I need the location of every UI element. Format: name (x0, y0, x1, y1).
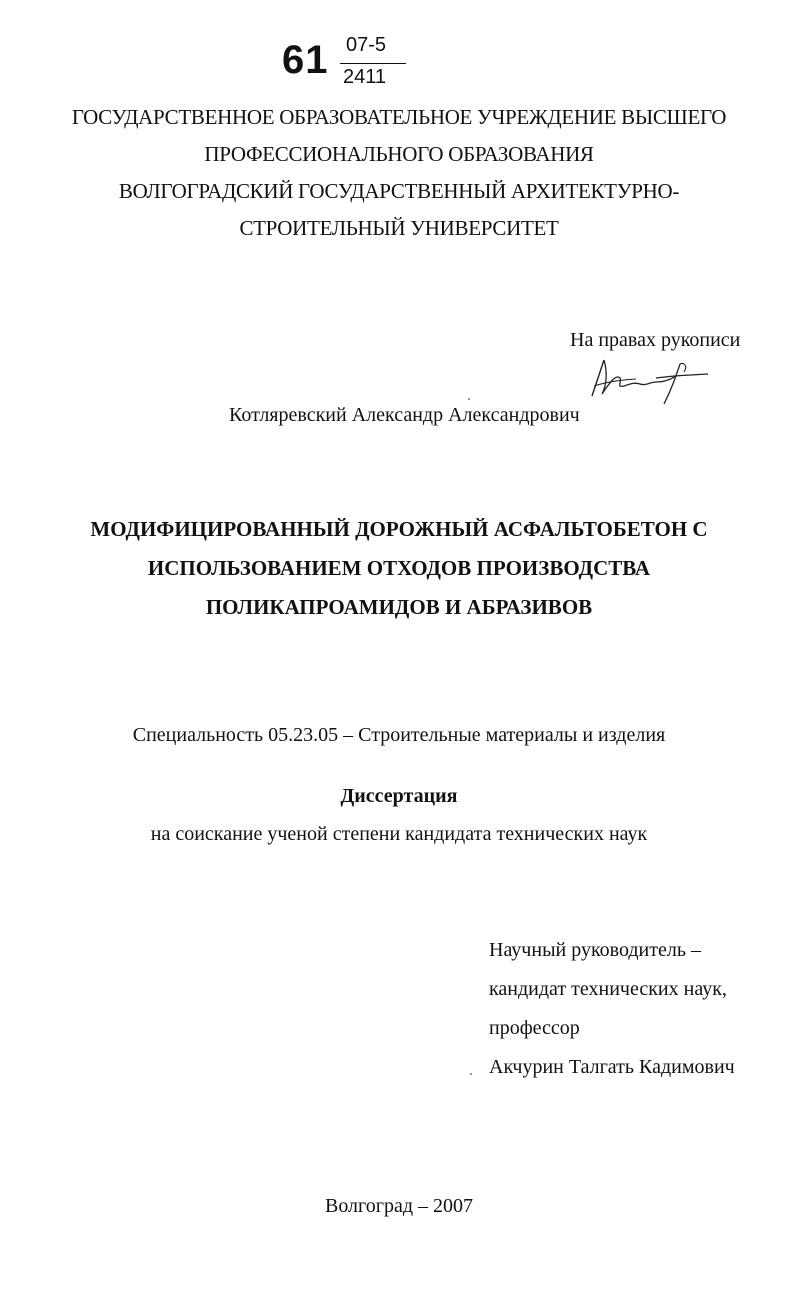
scan-speck (470, 1073, 472, 1075)
signature (580, 352, 720, 412)
institution-line: ВОЛГОГРАДСКИЙ ГОСУДАРСТВЕННЫЙ АРХИТЕКТУРНО- (118, 179, 680, 203)
institution-header (0, 99, 798, 247)
title-line: ПОЛИКАПРОАМИДОВ И АБРАЗИВОВ (205, 595, 593, 619)
document-code-numerator: 07-5 (346, 34, 387, 56)
title-line: ИСПОЛЬЗОВАНИЕМ ОТХОДОВ ПРОИЗВОДСТВА (147, 556, 651, 580)
document-code (282, 34, 422, 96)
degree-line: на соискание ученой степени кандидата технических наук (150, 823, 648, 845)
city-year: Волгоград – 2007 (324, 1195, 474, 1217)
institution-line: ПРОФЕССИОНАЛЬНОГО ОБРАЗОВАНИЯ (204, 142, 594, 166)
supervisor-block (489, 931, 735, 1087)
rights-note: На правах рукописи (570, 329, 741, 351)
document-type: Диссертация (340, 785, 458, 807)
dissertation-title (0, 510, 798, 627)
scan-speck (468, 398, 470, 400)
supervisor-line: Акчурин Талгать Кадимович (489, 1056, 735, 1078)
document-code-number: 61 (282, 38, 329, 82)
author-name: Котляревский Александр Александрович (229, 404, 580, 426)
institution-line: СТРОИТЕЛЬНЫЙ УНИВЕРСИТЕТ (239, 216, 559, 240)
supervisor-line: кандидат технических наук, (489, 978, 727, 1000)
specialty: Специальность 05.23.05 – Строительные материалы и изделия (132, 724, 666, 746)
supervisor-line: Научный руководитель – (489, 939, 701, 961)
title-line: МОДИФИЦИРОВАННЫЙ ДОРОЖНЫЙ АСФАЛЬТОБЕТОН С (90, 517, 708, 541)
document-code-fraction-line (340, 63, 406, 64)
document-code-denominator: 2411 (343, 66, 387, 88)
supervisor-line: профессор (489, 1017, 580, 1039)
institution-line: ГОСУДАРСТВЕННОЕ ОБРАЗОВАТЕЛЬНОЕ УЧРЕЖДЕНИЕ ВЫСШЕГО (71, 105, 727, 129)
